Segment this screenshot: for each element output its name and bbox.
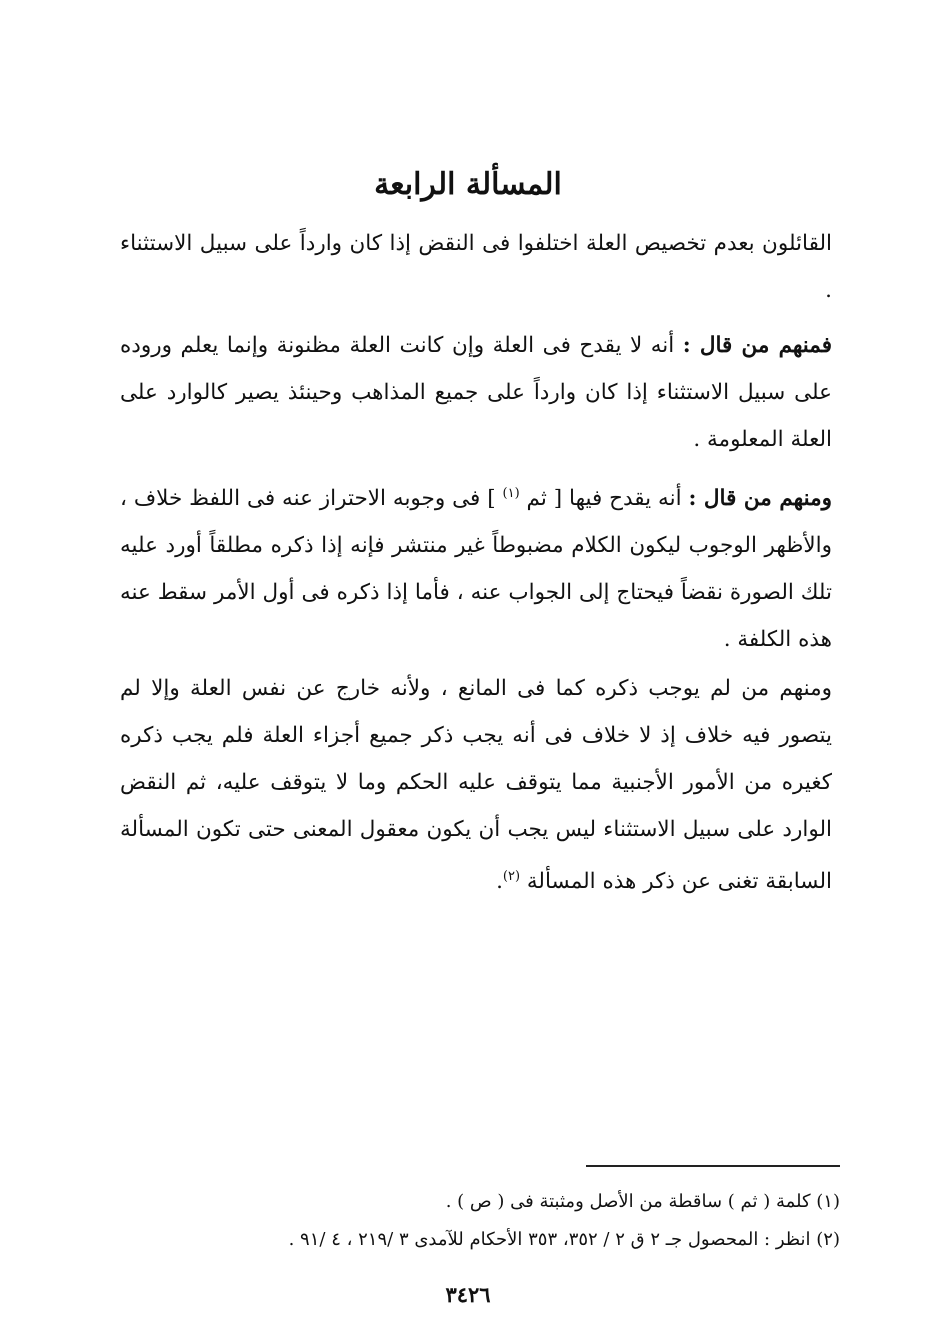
footnote-1-marker: (١) <box>502 486 520 501</box>
paragraph-3-lead: ومنهم من قال : <box>688 486 832 512</box>
paragraph-4-end: . <box>496 869 503 895</box>
footnote-2-marker: (٢) <box>502 869 521 884</box>
paragraph-1-text: القائلون بعدم تخصيص العلة اختلفوا فى النقض إذا كان وارداً على سبيل الاستثناء . <box>120 231 832 303</box>
paragraph-1 <box>120 220 832 314</box>
paragraph-3-text-b: ] فى وجوبه الاحتراز عنه فى اللفظ خلاف ، والأظهر الوجوب ليكون الكلام مضبوطاً غير منتشر فإنه إذا ذكره مطلقاً أورد عليه تلك الصورة نقضاً فيحتاج إلى الجواب عنه ، فأما إذا ذكره فى أول الأمر سقط عنه هذه الكلفة . <box>120 486 832 653</box>
section-title: المسألة الرابعة <box>374 167 562 202</box>
footnote-2: (٢) انظر : المحصول جـ ٢ ق ٢ / ٣٥٢، ٣٥٣ الأحكام للآمدى ٣ /٢١٩ ، ٤ /٩١ . <box>288 1229 840 1250</box>
paragraph-3 <box>120 470 832 663</box>
paragraph-2-lead: فمنهم من قال : <box>682 333 832 358</box>
paragraph-3-text-a: أنه يقدح فيها [ ثم <box>526 486 682 512</box>
paragraph-4-text: ومنهم من لم يوجب ذكره كما فى المانع ، ولأنه خارج عن نفس العلة وإلا لم يتصور فيه خلاف إذ لا خلاف فى أنه يجب ذكر جميع أجزاء العلة فلم يجب ذكره كغيره من الأمور الأجنبية مما يتوقف عليه الحكم وما لا يتوقف عليه، ثم النقض الوارد على سبيل الاستثناء ليس يجب أن يكون معقول المعنى حتى تكون المسألة السابقة تغنى عن ذكر هذه المسألة <box>120 676 832 895</box>
paragraph-2 <box>120 322 832 463</box>
page-number: ٣٤٢٦ <box>445 1282 491 1307</box>
paragraph-2-text: أنه لا يقدح فى العلة وإن كانت العلة مظنونة وإنما يعلم وروده على سبيل الاستثناء إذا كان وارداً على جميع المذاهب وحينئذ يصير كالوارد على العلة المعلومة . <box>120 333 832 452</box>
footnote-separator <box>586 1165 840 1167</box>
paragraph-4 <box>120 665 832 905</box>
footnote-1: (١) كلمة ( ثم ) ساقطة من الأصل ومثبتة فى ( ص ) . <box>445 1191 840 1212</box>
